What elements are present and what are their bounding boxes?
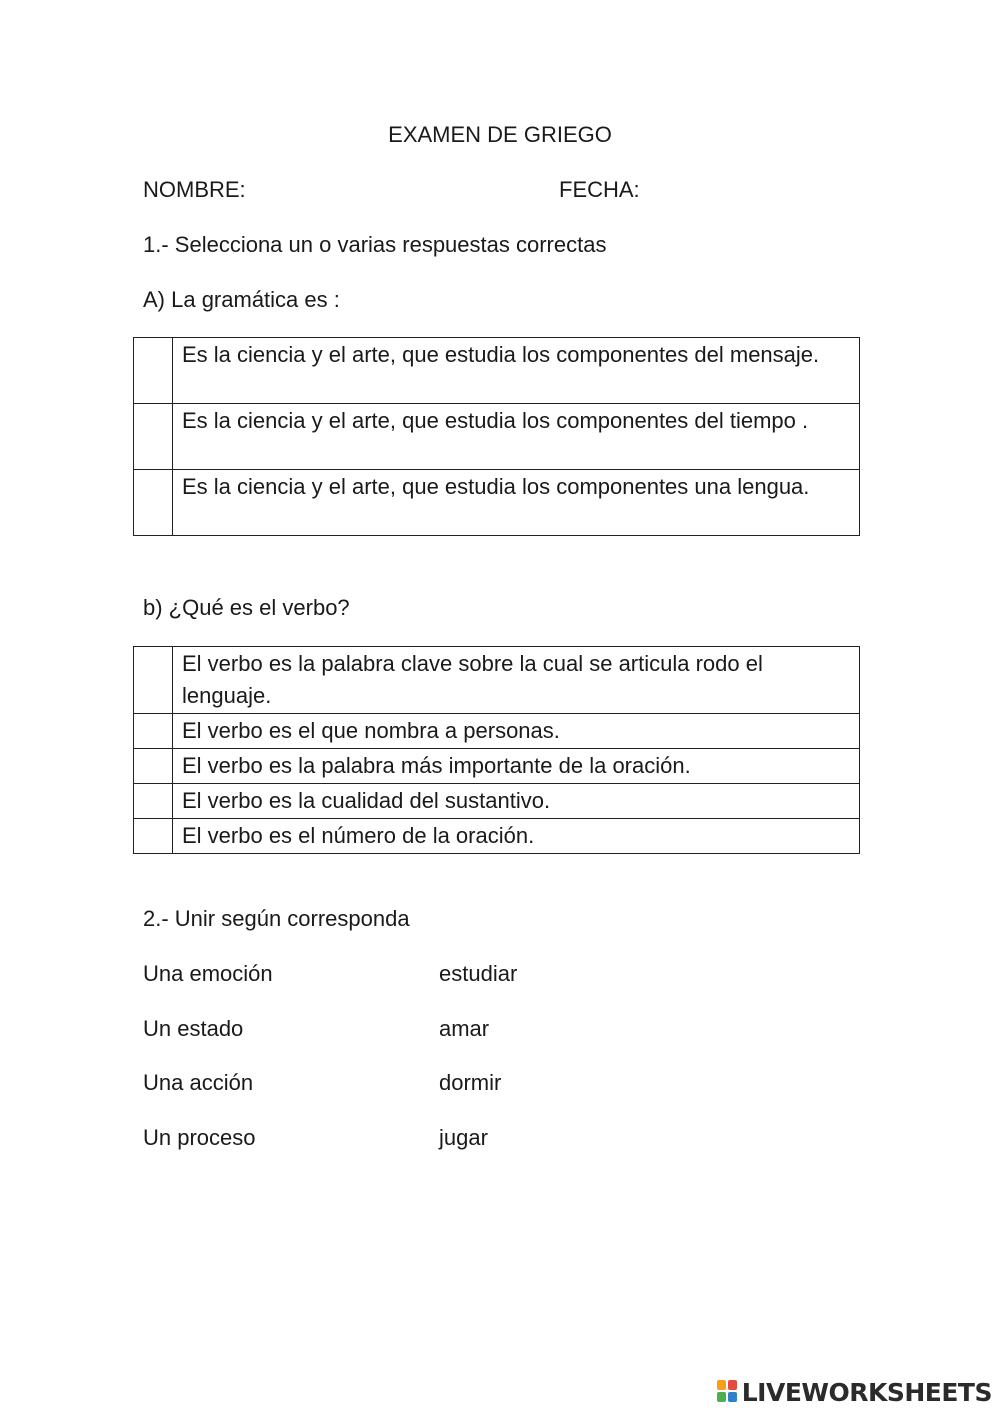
logo-square xyxy=(728,1380,737,1390)
liveworksheets-logo xyxy=(717,1377,992,1407)
option-text: Es la ciencia y el arte, que estudia los componentes del tiempo . xyxy=(173,404,860,470)
answer-checkbox[interactable] xyxy=(134,714,173,749)
answer-checkbox[interactable] xyxy=(134,749,173,784)
match-right-item[interactable]: dormir xyxy=(439,1070,502,1095)
option-row xyxy=(134,749,860,784)
match-left-item[interactable]: Un estado xyxy=(143,1016,244,1041)
match-left-item[interactable]: Una acción xyxy=(143,1070,254,1095)
option-text: El verbo es la cualidad del sustantivo. xyxy=(173,784,860,819)
option-text: El verbo es la palabra más importante de la oración. xyxy=(173,749,860,784)
question1-instruction: 1.- Selecciona un o varias respuestas correctas xyxy=(143,232,607,257)
page-title: EXAMEN DE GRIEGO xyxy=(388,122,612,147)
logo-square xyxy=(728,1392,737,1402)
question1a-prompt: A) La gramática es : xyxy=(143,287,340,312)
liveworksheets-logo-icon xyxy=(717,1380,739,1404)
match-right-item[interactable]: amar xyxy=(439,1016,490,1041)
answer-checkbox[interactable] xyxy=(134,338,173,404)
option-row xyxy=(134,404,860,470)
options-table-b xyxy=(133,646,860,854)
logo-square xyxy=(717,1380,726,1390)
date-label: FECHA: xyxy=(559,177,640,202)
match-left-item[interactable]: Una emoción xyxy=(143,961,273,986)
answer-checkbox[interactable] xyxy=(134,819,173,854)
option-text: Es la ciencia y el arte, que estudia los componentes una lengua. xyxy=(173,470,860,536)
match-right-item[interactable]: jugar xyxy=(439,1125,488,1150)
option-row xyxy=(134,714,860,749)
option-row xyxy=(134,338,860,404)
options-table-a xyxy=(133,337,860,536)
option-row xyxy=(134,784,860,819)
answer-checkbox[interactable] xyxy=(134,404,173,470)
option-row xyxy=(134,647,860,714)
option-text: El verbo es la palabra clave sobre la cual se articula rodo el lenguaje. xyxy=(173,647,860,714)
match-right-item[interactable]: estudiar xyxy=(439,961,518,986)
question2-instruction: 2.- Unir según corresponda xyxy=(143,906,410,931)
option-text: El verbo es el que nombra a personas. xyxy=(173,714,860,749)
answer-checkbox[interactable] xyxy=(134,647,173,714)
question1b-prompt: b) ¿Qué es el verbo? xyxy=(143,595,350,620)
option-text: Es la ciencia y el arte, que estudia los componentes del mensaje. xyxy=(173,338,860,404)
name-label: NOMBRE: xyxy=(143,177,246,202)
option-row xyxy=(134,470,860,536)
option-text: El verbo es el número de la oración. xyxy=(173,819,860,854)
match-left-item[interactable]: Un proceso xyxy=(143,1125,256,1150)
logo-square xyxy=(717,1392,726,1402)
answer-checkbox[interactable] xyxy=(134,470,173,536)
option-row xyxy=(134,819,860,854)
liveworksheets-logo-text: LIVEWORKSHEETS xyxy=(741,1377,992,1407)
answer-checkbox[interactable] xyxy=(134,784,173,819)
